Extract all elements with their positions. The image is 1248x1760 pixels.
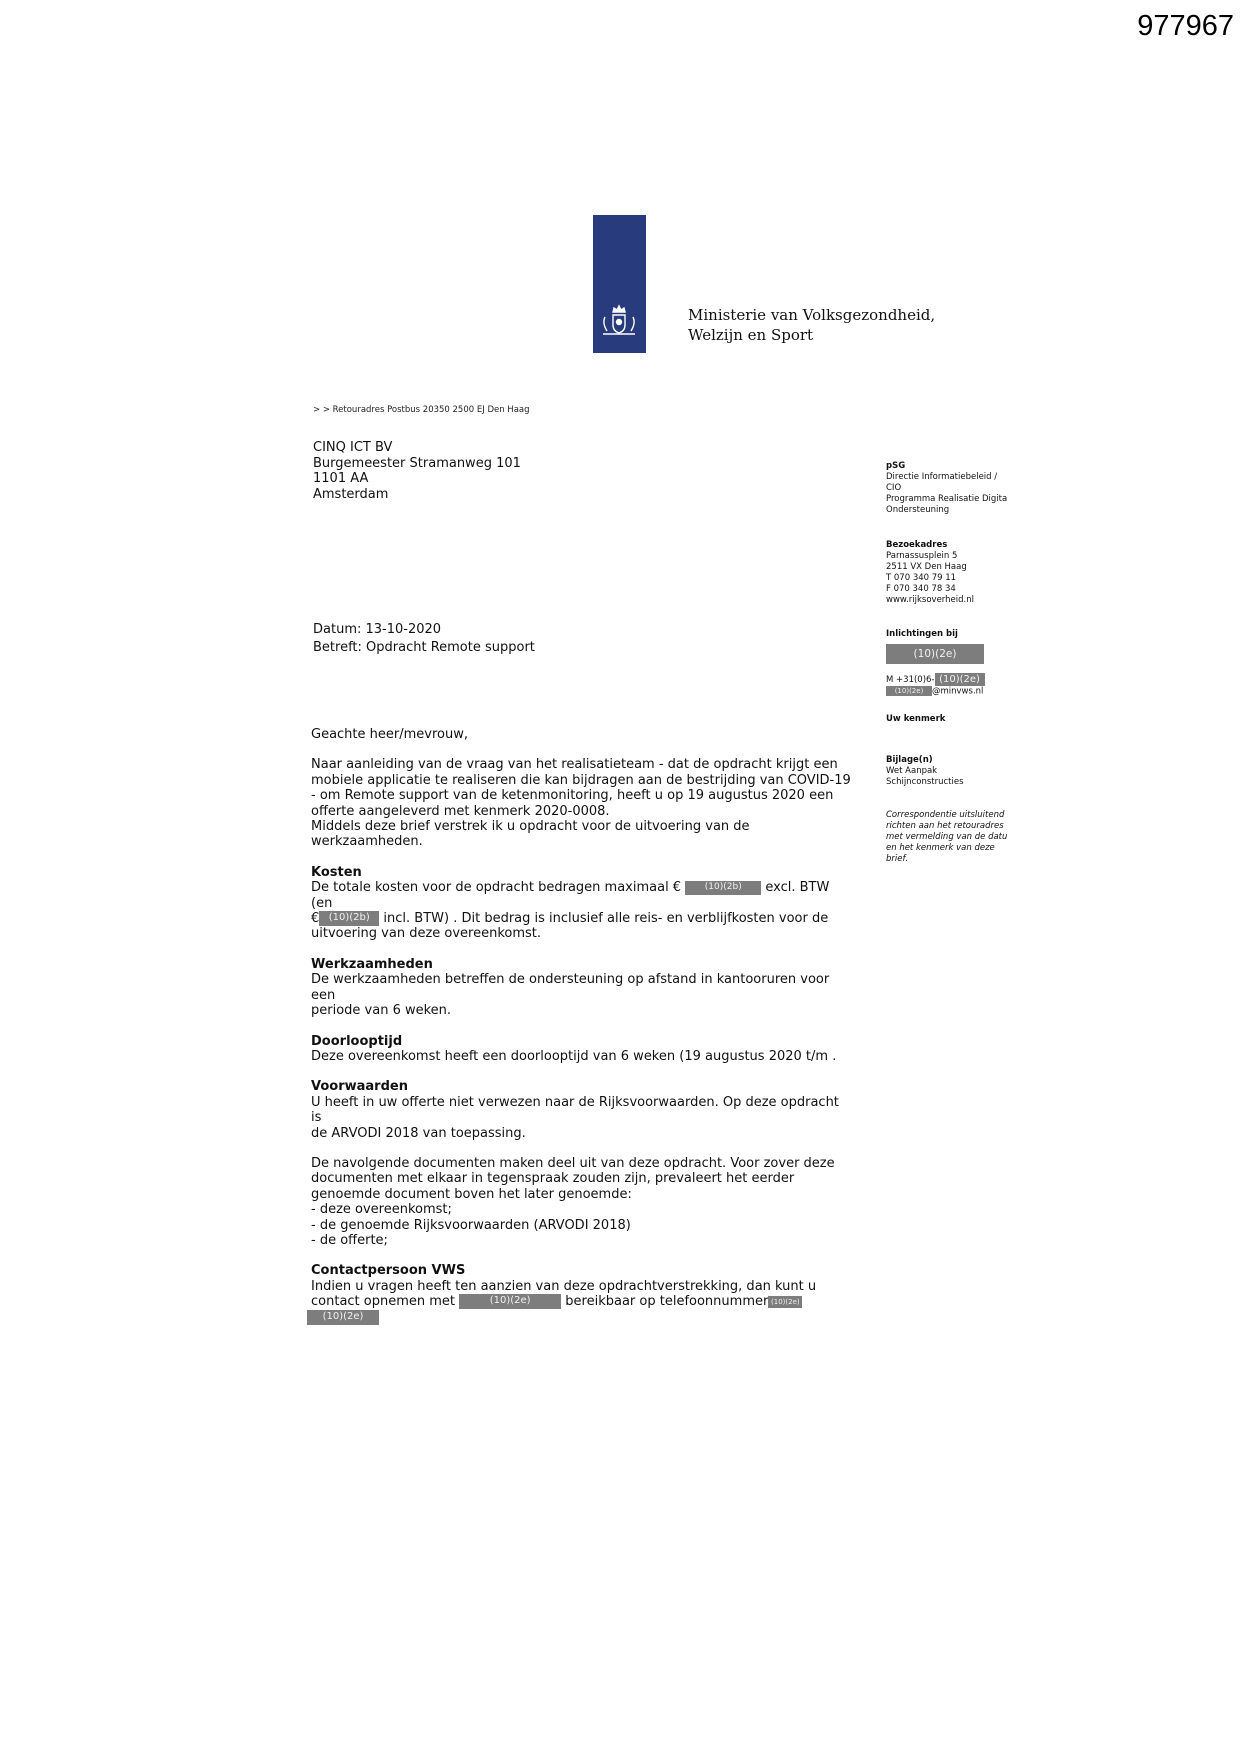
body-line: - om Remote support van de ketenmonitoring, heeft u op 19 augustus 2020 een bbox=[311, 788, 834, 804]
body-line: - deze overeenkomst; bbox=[311, 1202, 452, 1218]
section-title: Voorwaarden bbox=[311, 1079, 408, 1095]
sidebar-attachment-line: Schijnconstructies bbox=[886, 777, 964, 787]
coat-of-arms-icon bbox=[599, 303, 639, 339]
sidebar-info bbox=[886, 629, 985, 698]
return-address: > > Retouradres Postbus 20350 2500 EJ Den Haag bbox=[313, 405, 530, 415]
body-line: Middels deze brief verstrek ik u opdracht voor de uitvoering van de bbox=[311, 819, 750, 835]
government-logo bbox=[593, 215, 646, 353]
sidebar-uw-kenmerk-title: Uw kenmerk bbox=[886, 714, 946, 724]
redaction-box: (10)(2e) bbox=[886, 644, 984, 664]
sidebar-org-line: Programma Realisatie Digita bbox=[886, 494, 1008, 504]
letter-meta bbox=[313, 621, 535, 657]
sidebar-org-line: Directie Informatiebeleid / bbox=[886, 472, 998, 482]
body-line: uitvoering van deze overeenkomst. bbox=[311, 926, 542, 942]
sidebar-visit-line: T 070 340 79 11 bbox=[886, 573, 957, 583]
body-line: - de genoemde Rijksvoorwaarden (ARVODI 2018) bbox=[311, 1217, 631, 1233]
addressee-line: 1101 AA bbox=[313, 471, 369, 486]
sidebar-org-title: pSG bbox=[886, 461, 906, 471]
addressee-block bbox=[313, 440, 521, 502]
sidebar-visit-line: F 070 340 78 34 bbox=[886, 584, 956, 594]
body-line: U heeft in uw offerte niet verwezen naar de Rijksvoorwaarden. Op deze opdracht is bbox=[311, 1094, 839, 1126]
documents-paragraph bbox=[311, 1156, 851, 1248]
ministry-name bbox=[688, 305, 935, 345]
body-line: - de offerte; bbox=[311, 1232, 388, 1248]
body-line: offerte aangeleverd met kenmerk 2020-0008. bbox=[311, 803, 610, 819]
body-text: excl. BTW (en bbox=[311, 880, 830, 911]
sidebar-organisation bbox=[886, 461, 1007, 516]
sidebar-attachments bbox=[886, 755, 964, 788]
sidebar-visit-line: 2511 VX Den Haag bbox=[886, 562, 967, 572]
redaction-box: (10)(2b) bbox=[685, 881, 761, 895]
sidebar-correspondence-note bbox=[886, 810, 1007, 865]
sidebar-phone-prefix: M +31(0)6- bbox=[886, 675, 935, 685]
body-line: Indien u vragen heeft ten aanzien van deze opdrachtverstrekking, dan kunt u bbox=[311, 1278, 817, 1294]
document-number: 977967 bbox=[1137, 10, 1234, 42]
section-title: Doorlooptijd bbox=[311, 1033, 403, 1049]
subject-line: Betreft: Opdracht Remote support bbox=[313, 640, 535, 655]
body-text: bereikbaar op telefoonnummer bbox=[565, 1294, 769, 1310]
ministry-line-2: Welzijn en Sport bbox=[688, 326, 814, 344]
section-kosten bbox=[311, 865, 851, 942]
section-contactpersoon bbox=[311, 1263, 851, 1325]
sidebar-note-line: en het kenmerk van deze bbox=[886, 843, 995, 853]
body-line: werkzaamheden. bbox=[311, 834, 423, 850]
sidebar-org-line: CIO bbox=[886, 483, 902, 493]
sidebar-uw-kenmerk bbox=[886, 714, 945, 725]
body-line: genoemde document boven het later genoemde: bbox=[311, 1186, 632, 1202]
sidebar-note-line: richten aan het retouradres bbox=[886, 821, 1004, 831]
sidebar-note-line: brief. bbox=[886, 854, 909, 864]
addressee-line: CINQ ICT BV bbox=[313, 440, 393, 455]
body-line: Naar aanleiding van de vraag van het realisatieteam - dat de opdracht krijgt een bbox=[311, 757, 838, 773]
body-text: € bbox=[311, 911, 320, 927]
body-line: De navolgende documenten maken deel uit van deze opdracht. Voor zover deze bbox=[311, 1155, 835, 1171]
sidebar-note-line: met vermelding van de datu bbox=[886, 832, 1008, 842]
section-title: Kosten bbox=[311, 864, 362, 880]
redaction-box: (10)(2e) bbox=[886, 686, 932, 696]
body-line: de ARVODI 2018 van toepassing. bbox=[311, 1125, 526, 1141]
letter-body bbox=[311, 727, 851, 1325]
section-title: Werkzaamheden bbox=[311, 956, 433, 972]
redaction-box: (10)(2e) bbox=[307, 1310, 379, 1325]
sidebar-visit-line: Parnassusplein 5 bbox=[886, 551, 958, 561]
intro-paragraph bbox=[311, 757, 851, 849]
section-doorlooptijd bbox=[311, 1034, 851, 1065]
sidebar-visit-title: Bezoekadres bbox=[886, 540, 948, 550]
redaction-box: (10)(2e) bbox=[935, 673, 985, 686]
ministry-line-1: Ministerie van Volksgezondheid, bbox=[688, 306, 936, 324]
body-text: contact opnemen met bbox=[311, 1294, 456, 1310]
body-text: incl. BTW) . Dit bedrag is inclusief alle reis- en verblijfkosten voor de bbox=[383, 911, 829, 927]
sidebar-visit-line: www.rijksoverheid.nl bbox=[886, 595, 974, 605]
section-werkzaamheden bbox=[311, 957, 851, 1019]
redaction-box: (10)(2e) bbox=[768, 1296, 802, 1308]
addressee-line: Burgemeester Stramanweg 101 bbox=[313, 455, 521, 471]
date-line: Datum: 13-10-2020 bbox=[313, 622, 442, 637]
sidebar-info-title: Inlichtingen bij bbox=[886, 629, 958, 639]
sidebar-attachments-title: Bijlage(n) bbox=[886, 755, 933, 765]
addressee-line: Amsterdam bbox=[313, 486, 389, 502]
sidebar-attachment-line: Wet Aanpak bbox=[886, 766, 938, 776]
body-line: mobiele applicatie te realiseren die kan bijdragen aan de bestrijding van COVID-19 bbox=[311, 772, 851, 788]
sidebar-visit-address bbox=[886, 540, 974, 606]
section-voorwaarden bbox=[311, 1079, 851, 1141]
redaction-box: (10)(2e) bbox=[459, 1294, 561, 1309]
redaction-box: (10)(2b) bbox=[319, 911, 379, 926]
body-line: De werkzaamheden betreffen de ondersteuning op afstand in kantooruren voor een bbox=[311, 972, 830, 1003]
body-text: De totale kosten voor de opdracht bedragen maximaal € bbox=[311, 880, 682, 896]
sidebar-email-suffix: @minvws.nl bbox=[932, 686, 984, 697]
body-line: documenten met elkaar in tegenspraak zouden zijn, prevaleert het eerder bbox=[311, 1171, 795, 1187]
greeting: Geachte heer/mevrouw, bbox=[311, 727, 468, 742]
section-title: Contactpersoon VWS bbox=[311, 1263, 466, 1279]
sidebar-org-line: Ondersteuning bbox=[886, 505, 950, 515]
body-line: periode van 6 weken. bbox=[311, 1003, 452, 1019]
sidebar-note-line: Correspondentie uitsluitend bbox=[886, 810, 1005, 820]
body-line: Deze overeenkomst heeft een doorlooptijd van 6 weken (19 augustus 2020 t/m . bbox=[311, 1048, 837, 1064]
